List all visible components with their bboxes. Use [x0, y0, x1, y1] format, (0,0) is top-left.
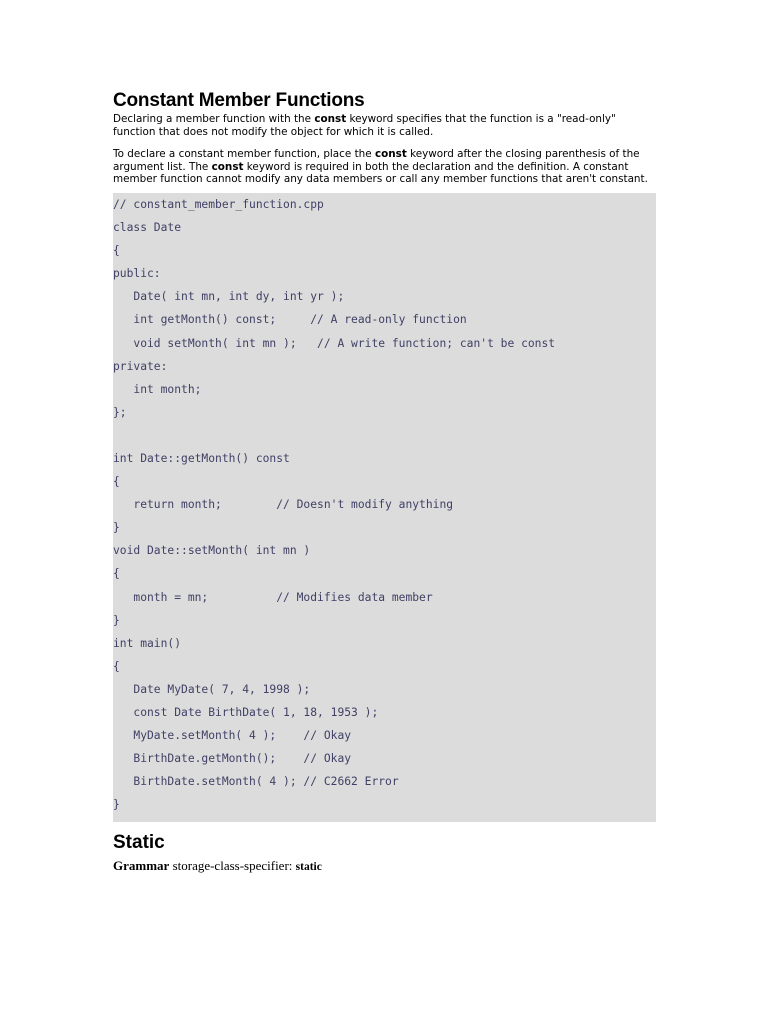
code-line: } [113, 521, 120, 535]
code-line: { [113, 659, 120, 673]
page-title: Constant Member Functions [113, 90, 365, 111]
code-line: { [113, 244, 120, 258]
code-line: { [113, 567, 120, 581]
code-line: Date( int mn, int dy, int yr ); [113, 290, 345, 304]
const-keyword: const [211, 160, 244, 173]
code-line: void setMonth( int mn ); // A write function; can't be const [113, 336, 556, 350]
code-line: private: [113, 359, 168, 373]
intro-text-before: Declaring a member function with the [113, 113, 315, 125]
grammar-label: Grammar [113, 857, 170, 873]
code-line: Date MyDate( 7, 4, 1998 ); [113, 682, 311, 696]
code-line: class Date [113, 221, 182, 235]
code-line: int month; [113, 382, 202, 396]
code-line: int main() [113, 636, 182, 650]
code-line: // constant_member_function.cpp [113, 197, 324, 211]
code-line: void Date::setMonth( int mn ) [113, 544, 311, 558]
code-block [113, 193, 656, 822]
intro-paragraph [113, 113, 656, 138]
grammar-text: storage-class-specifier: [169, 857, 296, 873]
grammar-line [113, 858, 656, 875]
code-line: return month; // Doesn't modify anything [113, 498, 454, 512]
code-line: MyDate.setMonth( 4 ); // Okay [113, 729, 352, 743]
code-line: } [113, 613, 120, 627]
code-line: BirthDate.getMonth(); // Okay [113, 752, 352, 766]
static-keyword: static [295, 860, 322, 873]
declaration-text-2: keyword after the closing parenthesis of the argument list. The [113, 148, 640, 173]
code-line: int Date::getMonth() const [113, 452, 290, 465]
code-line: }; [113, 405, 127, 419]
code-line: } [113, 798, 120, 812]
code-line: BirthDate.setMonth( 4 ); // C2662 Error [113, 775, 399, 789]
code-line: { [113, 475, 120, 489]
const-keyword: const [314, 113, 347, 125]
code-line: public: [113, 267, 161, 281]
declaration-paragraph [113, 148, 656, 186]
const-keyword: const [374, 148, 407, 161]
intro-text-after: keyword specifies that the function is a "read-only" function that does not modify the object for which it is called. [113, 113, 616, 138]
code-line [113, 428, 656, 451]
code-line: int getMonth() const; // A read-only function [113, 313, 467, 327]
declaration-text-3: keyword is required in both the declaration and the definition. A constant member function cannot modify any data members or call any member functions that aren't constant. [113, 160, 648, 186]
static-heading: Static [113, 831, 165, 853]
code-line: month = mn; // Modifies data member [113, 590, 433, 604]
code-line: const Date BirthDate( 1, 18, 1953 ); [113, 706, 379, 720]
declaration-text-1: To declare a constant member function, place the [113, 148, 375, 161]
document-page [113, 90, 656, 875]
